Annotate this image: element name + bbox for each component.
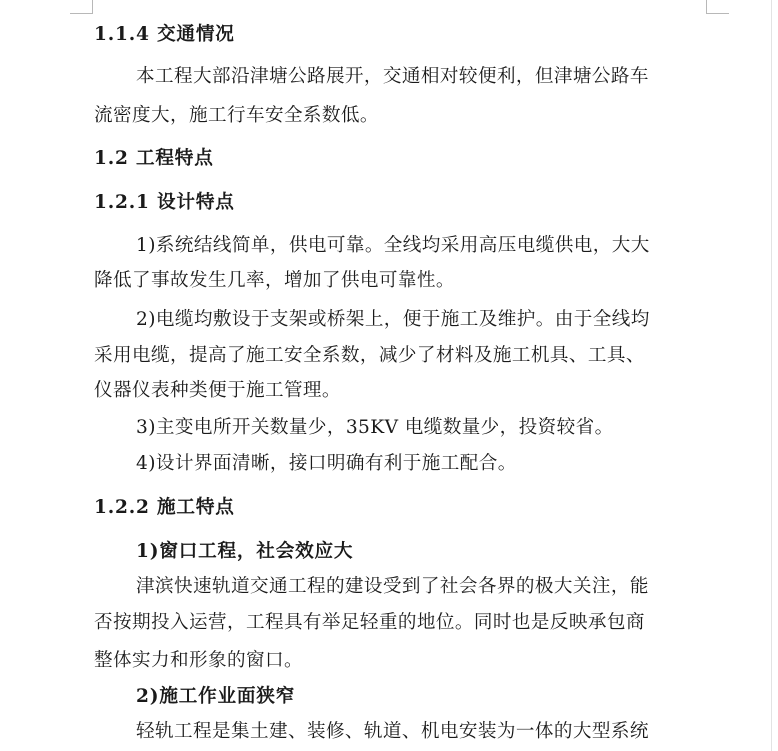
design-item-1-line-2: 降低了事故发生几率，增加了供电可靠性。 — [94, 270, 455, 291]
paragraph-traffic-line-2: 流密度大，施工行车安全系数低。 — [94, 105, 379, 126]
construction-subheading-2: 2)施工作业面狭窄 — [136, 686, 296, 707]
page-margin-corner-right — [706, 0, 729, 14]
page-edge-rule — [771, 0, 772, 751]
heading-1-2-2: 1.2.2 施工特点 — [94, 497, 235, 518]
construction-sub-2-line-1: 轻轨工程是集土建、装修、轨道、机电安装为一体的大型系统 — [136, 721, 649, 742]
design-item-2-line-1: 2)电缆均敷设于支架或桥架上，便于施工及维护。由于全线均 — [136, 309, 650, 330]
heading-1-2-1: 1.2.1 设计特点 — [94, 192, 235, 213]
design-item-2-line-2: 采用电缆，提高了施工安全系数，减少了材料及施工机具、工具、 — [94, 345, 645, 366]
design-item-2-line-3: 仪器仪表种类便于施工管理。 — [94, 380, 341, 401]
heading-1-1-4: 1.1.4 交通情况 — [94, 24, 235, 45]
heading-1-2: 1.2 工程特点 — [94, 148, 214, 169]
construction-sub-1-line-1: 津滨快速轨道交通工程的建设受到了社会各界的极大关注，能 — [136, 576, 649, 597]
design-item-4-line-1: 4)设计界面清晰，接口明确有利于施工配合。 — [136, 453, 517, 474]
page-margin-corner-left — [70, 0, 93, 14]
design-item-1-line-1: 1)系统结线简单，供电可靠。全线均采用高压电缆供电，大大 — [136, 235, 650, 256]
paragraph-traffic-line-1: 本工程大部沿津塘公路展开，交通相对较便利，但津塘公路车 — [136, 66, 649, 87]
design-item-3-line-1: 3)主变电所开关数量少，35KV 电缆数量少，投资较省。 — [136, 417, 614, 438]
construction-subheading-1: 1)窗口工程，社会效应大 — [136, 541, 354, 562]
construction-sub-1-line-2: 否按期投入运营，工程具有举足轻重的地位。同时也是反映承包商 — [94, 612, 645, 633]
construction-sub-1-line-3: 整体实力和形象的窗口。 — [94, 650, 303, 671]
